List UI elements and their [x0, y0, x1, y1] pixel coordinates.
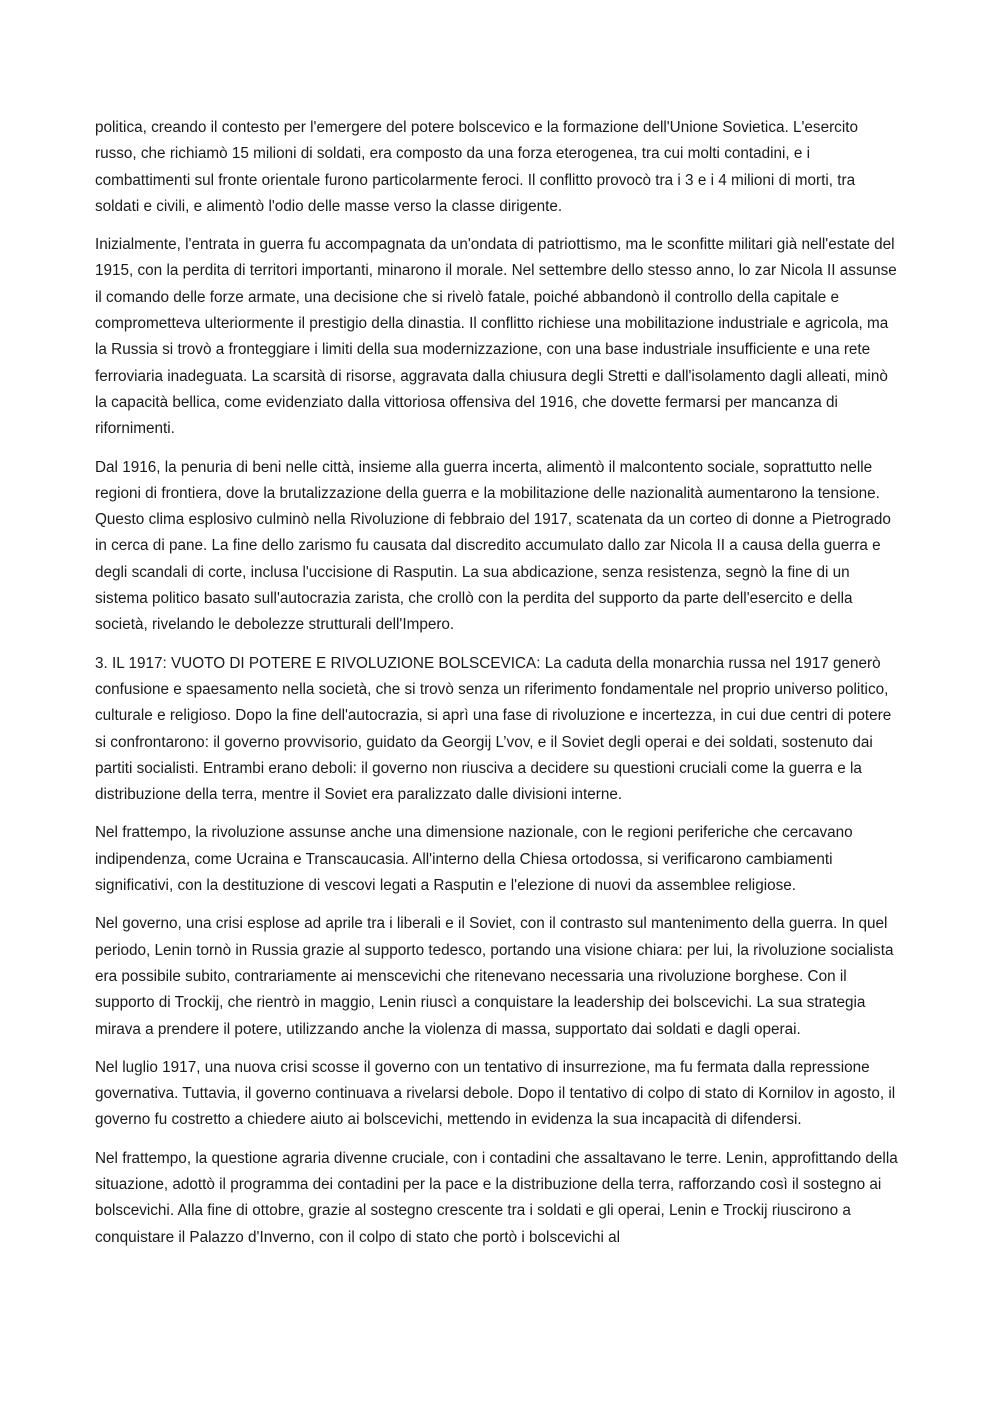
paragraph: Inizialmente, l'entrata in guerra fu accompagnata da un'ondata di patriottismo, ma le sconfitte militari già nell'estate del 1915, con la perdita di territori importanti, minarono il morale. Nel settembre dello stesso anno, lo zar Nicola II assunse il comando delle forze armate, una decisione che si rivelò fatale, poiché abbandonò il controllo della capitale e comprometteva ulteriormente il prestigio della dinastia. Il conflitto richiese una mobilitazione industriale e agricola, ma la Russia si trovò a fronteggiare i limiti della sua modernizzazione, con una base industriale insufficiente e una rete ferroviaria inadeguata. La scarsità di risorse, aggravata dalla chiusura degli Stretti e dall'isolamento dagli alleati, minò la capacità bellica, come evidenziato dalla vittoriosa offensiva del 1916, che dovette fermarsi per mancanza di rifornimenti.: [95, 236, 897, 438]
paragraph: Nel luglio 1917, una nuova crisi scosse il governo con un tentativo di insurrezione, ma fu fermata dalla repressione governativa. Tuttavia, il governo continuava a rivelarsi debole. Dopo il tentativo di colpo di stato di Kornilov in agosto, il governo fu costretto a chiedere aiuto ai bolscevichi, mettendo in evidenza la sua incapacità di difendersi.: [95, 1058, 896, 1129]
document-body: [95, 115, 903, 1263]
paragraph: politica, creando il contesto per l'emergere del potere bolscevico e la formazione dell'Unione Sovietica. L'esercito russo, che richiamò 15 milioni di soldati, era composto da una forza eterogenea, tra cui molti contadini, e i combattimenti sul fronte orientale furono particolarmente feroci. Il conflitto provocò tra i 3 e i 4 milioni di morti, tra soldati e civili, e alimentò l'odio delle masse verso la classe dirigente.: [95, 119, 858, 215]
paragraph: Dal 1916, la penuria di beni nelle città, insieme alla guerra incerta, alimentò il malcontento sociale, soprattutto nelle regioni di frontiera, dove la brutalizzazione della guerra e la mobilitazione delle nazionalità aumentarono la tensione. Questo clima esplosivo culminò nella Rivoluzione di febbraio del 1917, scatenata da un corteo di donne a Pietrogrado in cerca di pane. La fine dello zarismo fu causata dal discredito accumulato dallo zar Nicola II a causa della guerra e degli scandali di corte, inclusa l'uccisione di Rasputin. La sua abdicazione, senza resistenza, segnò la fine di un sistema politico basato sull'autocrazia zarista, che crollò con la perdita del supporto da parte dell'esercito e della società, rivelando le debolezze strutturali dell'Impero.: [95, 458, 891, 634]
section-paragraph: 3. IL 1917: VUOTO DI POTERE E RIVOLUZIONE BOLSCEVICA: La caduta della monarchia russa nel 1917 generò confusione e spaesamento nella società, che si trovò senza un riferimento fondamentale nel proprio universo politico, culturale e religioso. Dopo la fine dell'autocrazia, si aprì una fase di rivoluzione e incertezza, in cui due centri di potere si confrontarono: il governo provvisorio, guidato da Georgij L’vov, e il Soviet degli operai e dei soldati, sostenuto dai partiti socialisti. Entrambi erano deboli: il governo non riusciva a decidere su questioni cruciali come la guerra e la distribuzione della terra, mentre il Soviet era paralizzato dalle divisioni interne.: [95, 654, 892, 804]
paragraph: Nel governo, una crisi esplose ad aprile tra i liberali e il Soviet, con il contrasto sul mantenimento della guerra. In quel periodo, Lenin tornò in Russia grazie al supporto tedesco, portando una visione chiara: per lui, la rivoluzione socialista era possibile subito, contrariamente ai menscevichi che ritenevano necessaria una rivoluzione borghese. Con il supporto di Trockij, che rientrò in maggio, Lenin riuscì a conquistare la leadership dei bolscevichi. La sua strategia mirava a prendere il potere, utilizzando anche la violenza di massa, supportato dai soldati e dagli operai.: [95, 915, 894, 1038]
paragraph: Nel frattempo, la questione agraria divenne cruciale, con i contadini che assaltavano le terre. Lenin, approfittando della situazione, adottò il programma dei contadini per la pace e la distribuzione della terra, rafforzando così il sostegno ai bolscevichi. Alla fine di ottobre, grazie al sostegno crescente tra i soldati e gli operai, Lenin e Trockij riuscirono a conquistare il Palazzo d'Inverno, con il colpo di stato che portò i bolscevichi al: [95, 1149, 898, 1246]
paragraph: Nel frattempo, la rivoluzione assunse anche una dimensione nazionale, con le regioni periferiche che cercavano indipendenza, come Ucraina e Transcaucasia. All'interno della Chiesa ortodossa, si verificarono cambiamenti significativi, con la destituzione di vescovi legati a Rasputin e l'elezione di nuovi da assemblee religiose.: [95, 824, 853, 895]
